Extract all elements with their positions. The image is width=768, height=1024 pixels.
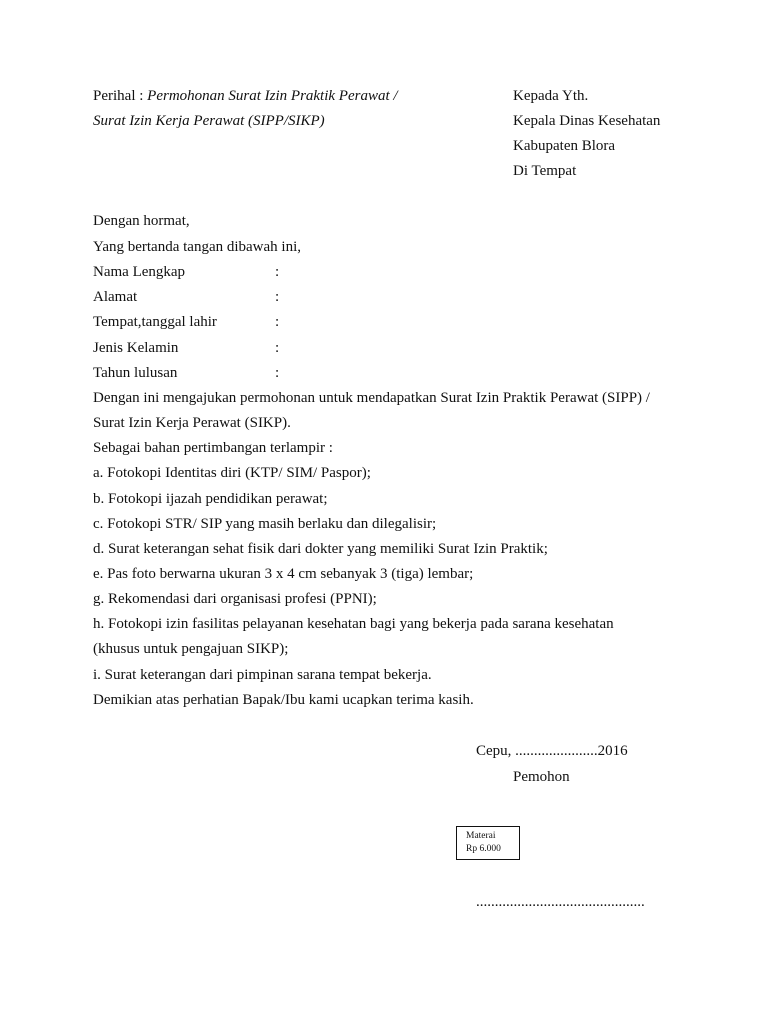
field-colon: :: [275, 365, 280, 381]
recipient-line: Di Tempat: [513, 163, 577, 179]
field-row: [93, 339, 293, 357]
recipient-line: Kabupaten Blora: [513, 138, 616, 154]
field-label: Alamat: [93, 289, 138, 305]
greeting: Dengan hormat,: [93, 213, 190, 229]
signature-date: Cepu, ......................2016: [476, 743, 628, 759]
attachment-item: d. Surat keterangan sehat fisik dari dokter yang memiliki Surat Izin Praktik;: [93, 541, 548, 557]
recipient-line: Kepada Yth.: [513, 88, 589, 104]
field-label: Tempat,tanggal lahir: [93, 314, 217, 330]
recipient-line: Kepala Dinas Kesehatan: [513, 113, 661, 129]
attachment-item: b. Fotokopi ijazah pendidikan perawat;: [93, 491, 328, 507]
subject-title-part-2: Surat Izin Kerja Perawat (SIPP/SIKP): [93, 113, 325, 129]
field-label: Jenis Kelamin: [93, 340, 179, 356]
subject-line-1: [93, 87, 398, 105]
attachment-item: g. Rekomendasi dari organisasi profesi (PPNI);: [93, 591, 377, 607]
attachment-item: (khusus untuk pengajuan SIKP);: [93, 641, 289, 657]
field-row: [93, 313, 293, 331]
field-row: [93, 263, 293, 281]
signature-line: .............................................: [476, 894, 645, 910]
body-line: Surat Izin Kerja Perawat (SIKP).: [93, 415, 291, 431]
attachment-item: a. Fotokopi Identitas diri (KTP/ SIM/ Paspor);: [93, 465, 371, 481]
field-label: Nama Lengkap: [93, 264, 186, 280]
subject-prefix: Perihal :: [93, 88, 148, 104]
signature-role: Pemohon: [513, 769, 570, 785]
body-line: Dengan ini mengajukan permohonan untuk mendapatkan Surat Izin Praktik Perawat (SIPP) /: [93, 390, 650, 406]
field-colon: :: [275, 289, 280, 305]
field-label: Tahun lulusan: [93, 365, 178, 381]
attachment-item: c. Fotokopi STR/ SIP yang masih berlaku dan dilegalisir;: [93, 516, 437, 532]
field-colon: :: [275, 264, 280, 280]
field-row: [93, 364, 293, 382]
field-row: [93, 288, 293, 306]
intro-text: Yang bertanda tangan dibawah ini,: [93, 239, 302, 255]
body-line: Sebagai bahan pertimbangan terlampir :: [93, 440, 333, 456]
field-colon: :: [275, 340, 280, 356]
closing-text: Demikian atas perhatian Bapak/Ibu kami ucapkan terima kasih.: [93, 692, 474, 708]
materai-value: Rp 6.000: [466, 844, 501, 854]
attachment-item: e. Pas foto berwarna ukuran 3 x 4 cm sebanyak 3 (tiga) lembar;: [93, 566, 474, 582]
attachment-item: i. Surat keterangan dari pimpinan sarana tempat bekerja.: [93, 667, 432, 683]
materai-label: Materai: [466, 831, 496, 841]
field-colon: :: [275, 314, 280, 330]
attachment-item: h. Fotokopi izin fasilitas pelayanan kesehatan bagi yang bekerja pada sarana kesehatan: [93, 616, 614, 632]
subject-title-part-1: Permohonan Surat Izin Praktik Perawat /: [147, 88, 398, 104]
materai-stamp-box: [456, 826, 520, 860]
